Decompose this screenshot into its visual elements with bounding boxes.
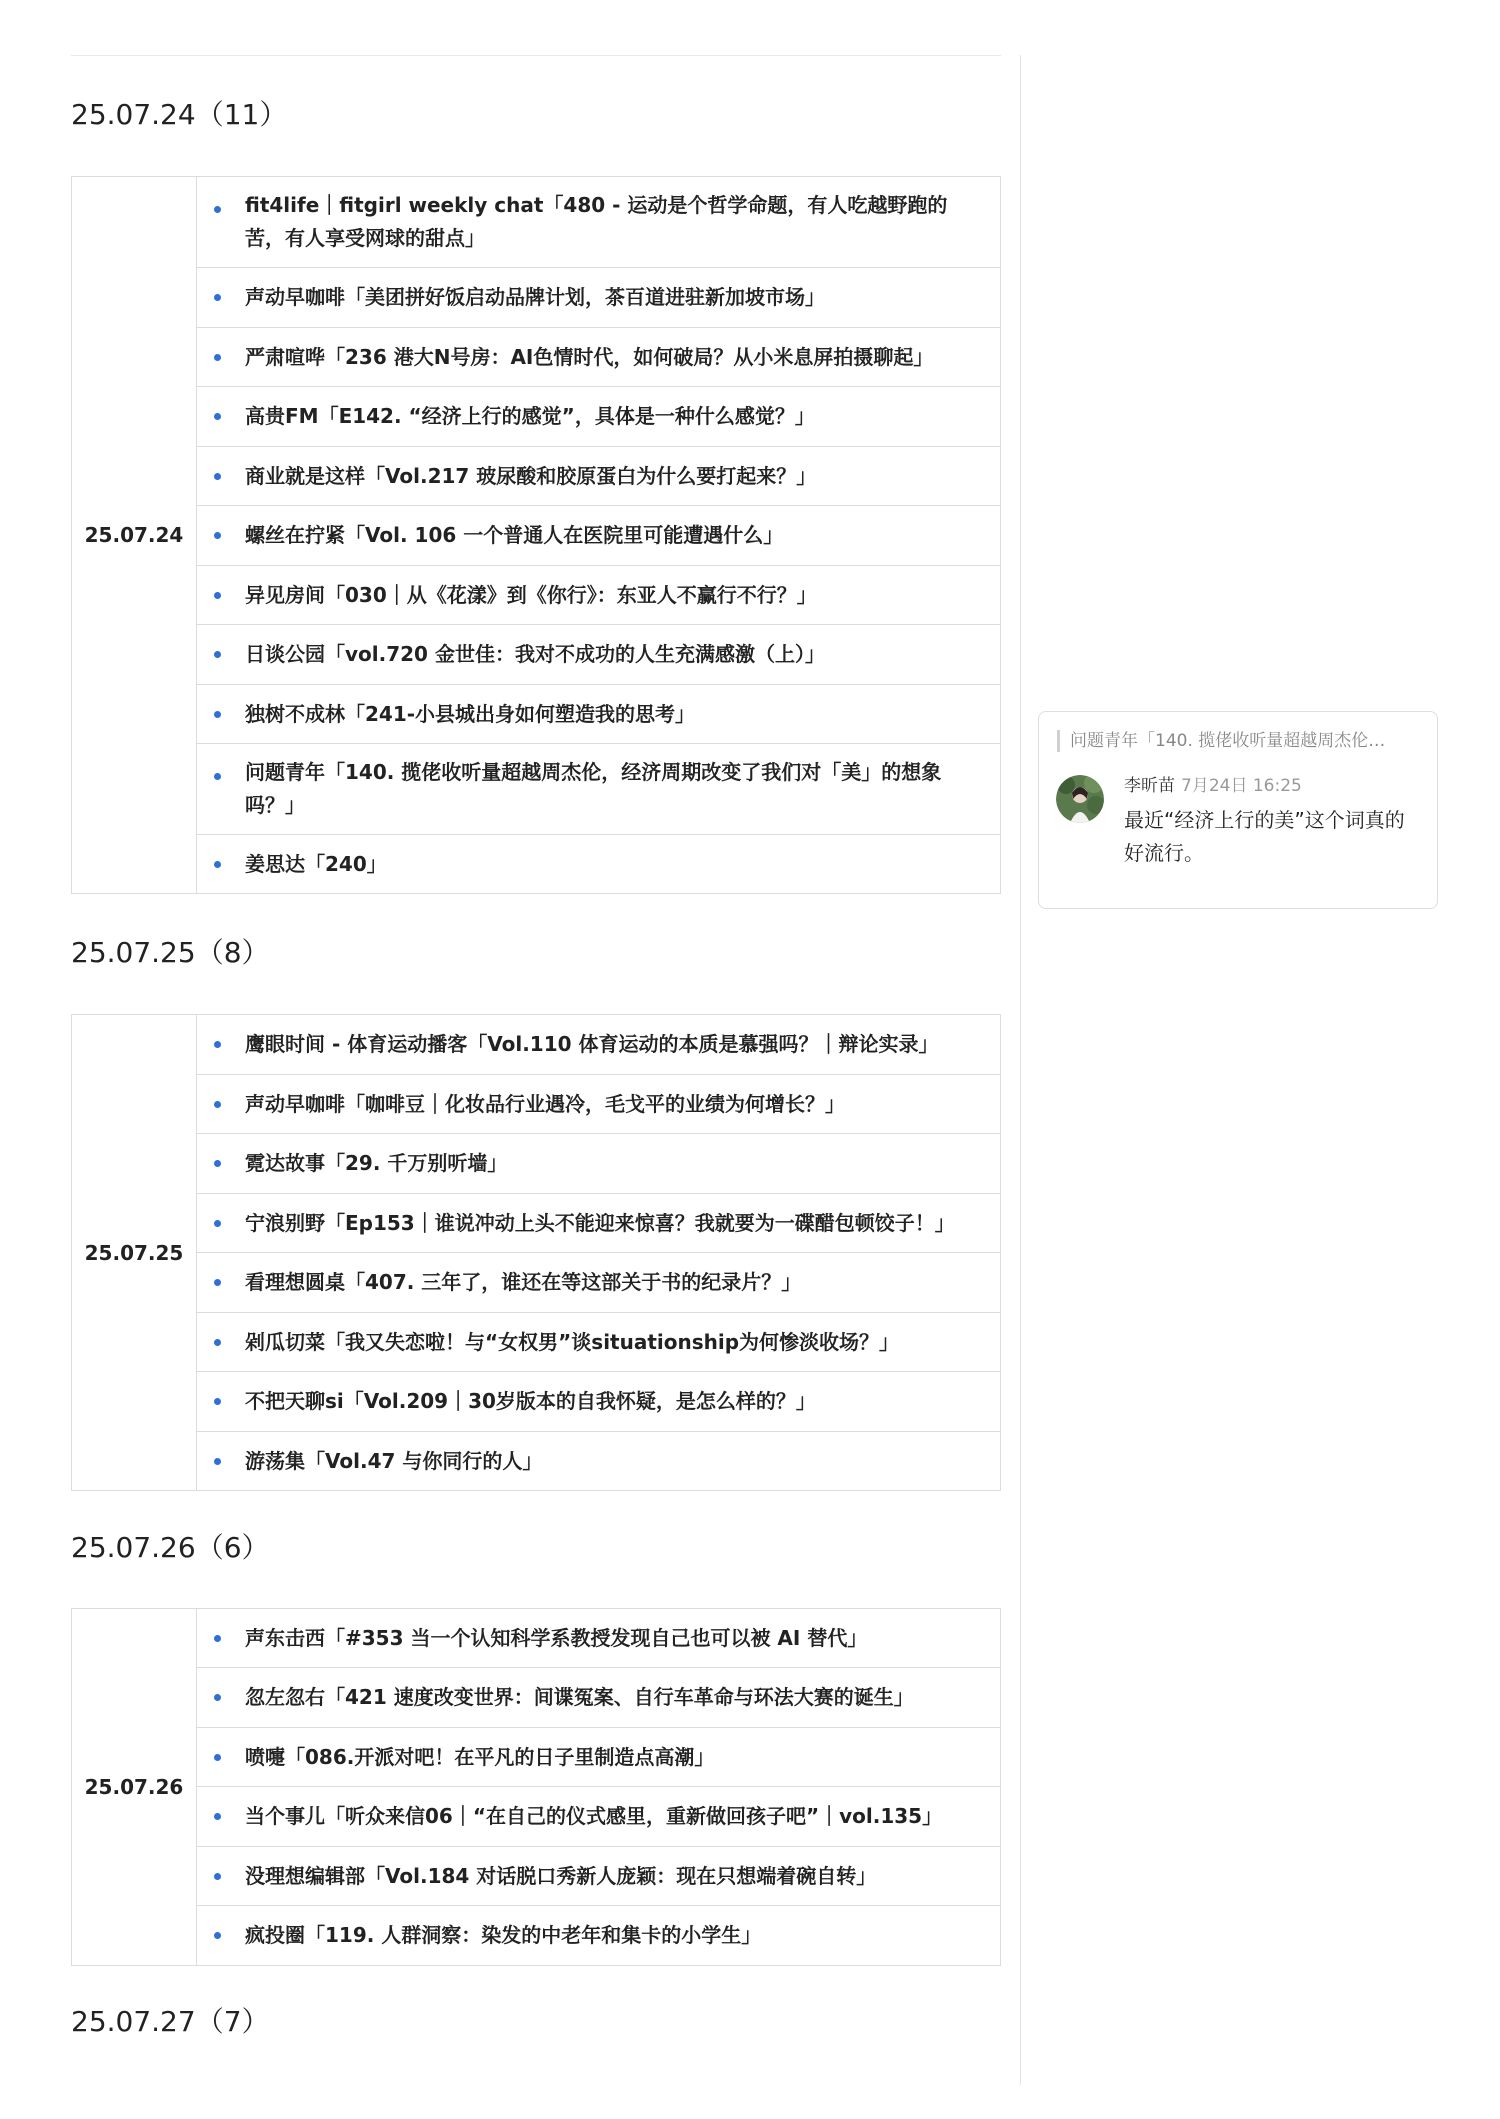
day-heading: 25.07.26（6） <box>71 1531 270 1564</box>
table-row <box>72 328 1001 387</box>
bullet-icon <box>214 1635 221 1642</box>
list-item[interactable] <box>197 1015 1001 1075</box>
avatar-photo-icon <box>1056 775 1104 823</box>
table-row <box>72 1253 1001 1313</box>
episode-title: 独树不成林「241-小县城出身如何塑造我的思考」 <box>245 701 696 726</box>
table-row <box>72 1847 1001 1906</box>
list-item[interactable] <box>197 1668 1001 1728</box>
table-row <box>72 1609 1001 1668</box>
table-row <box>72 625 1001 685</box>
bullet-icon <box>214 711 221 718</box>
table-row <box>72 685 1001 744</box>
table-row <box>72 1906 1001 1966</box>
episode-title: 不把天聊si「Vol.209｜30岁版本的自我怀疑，是怎么样的？」 <box>245 1389 816 1413</box>
episode-title: 游荡集「Vol.47 与你同行的人」 <box>245 1448 543 1473</box>
list-item[interactable] <box>197 447 1001 506</box>
comment-margin-divider <box>1020 55 1021 2085</box>
bullet-icon <box>214 1458 221 1465</box>
bullet-icon <box>214 861 221 868</box>
date-cell: 25.07.25 <box>72 1015 197 1491</box>
episode-title: 声动早咖啡「咖啡豆｜化妆品行业遇冷，毛戈平的业绩为何增长？」 <box>245 1091 845 1116</box>
list-item[interactable] <box>197 685 1001 744</box>
day-heading: 25.07.25（8） <box>71 936 270 969</box>
bullet-icon <box>214 1160 221 1167</box>
bullet-icon <box>214 1279 221 1286</box>
episode-title: 声东击西「#353 当一个认知科学系教授发现自己也可以被 AI 替代」 <box>245 1625 868 1650</box>
day-heading: 25.07.24（11） <box>71 98 288 131</box>
list-item[interactable] <box>197 1313 1001 1372</box>
date-cell: 25.07.24 <box>72 177 197 894</box>
episode-title: 没理想编辑部「Vol.184 对话脱口秀新人庞颖：现在只想端着碗自转」 <box>245 1863 877 1888</box>
table-row <box>72 1015 1001 1075</box>
list-item[interactable] <box>197 1609 1001 1668</box>
bullet-icon <box>214 1813 221 1820</box>
table-row <box>72 1134 1001 1194</box>
episode-title: 看理想圆桌「407. 三年了，谁还在等这部关于书的纪录片？」 <box>245 1270 802 1294</box>
bullet-icon <box>214 532 221 539</box>
table-row <box>72 506 1001 566</box>
list-item[interactable] <box>197 268 1001 328</box>
episode-title: 喷嚏「086.开派对吧！在平凡的日子里制造点高潮」 <box>245 1744 715 1769</box>
table-row <box>72 1313 1001 1372</box>
episode-title: 忽左忽右「421 速度改变世界：间谍冤案、自行车革命与环法大赛的诞生」 <box>245 1685 914 1709</box>
bullet-icon <box>214 1041 221 1048</box>
list-item[interactable] <box>197 328 1001 387</box>
table-row <box>72 387 1001 447</box>
bullet-icon <box>214 592 221 599</box>
bullet-icon <box>214 354 221 361</box>
episode-title: 商业就是这样「Vol.217 玻尿酸和胶原蛋白为什么要打起来？」 <box>245 463 817 488</box>
bullet-icon <box>214 1220 221 1227</box>
episode-title: 鹰眼时间 - 体育运动播客「Vol.110 体育运动的本质是慕强吗？｜辩论实录」 <box>245 1032 939 1056</box>
table-row <box>72 268 1001 328</box>
table-row <box>72 566 1001 625</box>
comment-card[interactable] <box>1038 711 1438 909</box>
list-item[interactable] <box>197 1728 1001 1787</box>
table-row <box>72 1194 1001 1253</box>
comment-time: 7月24日 16:25 <box>1181 776 1302 796</box>
table-row <box>72 835 1001 894</box>
bullet-icon <box>214 1101 221 1108</box>
table-row <box>72 1075 1001 1134</box>
episode-title: 剁瓜切菜「我又失恋啦！与“女权男”谈situationship为何惨淡收场？」 <box>245 1329 900 1354</box>
table-row <box>72 1728 1001 1787</box>
bullet-icon <box>214 413 221 420</box>
comment-text: 最近“经济上行的美”这个词真的好流行。 <box>1124 808 1405 865</box>
episode-title: 严肃喧哗「236 港大N号房：AI色情时代，如何破局？从小米息屏拍摄聊起」 <box>245 344 934 369</box>
list-item[interactable] <box>197 1194 1001 1253</box>
comment-quote[interactable]: 问题青年「140. 揽佬收听量超越周杰伦… <box>1057 730 1430 752</box>
list-item[interactable] <box>197 566 1001 625</box>
episode-title: 声动早咖啡「美团拼好饭启动品牌计划，茶百道进驻新加坡市场」 <box>245 285 825 309</box>
list-item[interactable] <box>197 1847 1001 1906</box>
episode-title: 高贵FM「E142. “经济上行的感觉”，具体是一种什么感觉？」 <box>245 404 815 428</box>
episode-title: 日谈公园「vol.720 金世佳：我对不成功的人生充满感激（上）」 <box>245 642 825 666</box>
comment-author[interactable]: 李昕苗 <box>1124 776 1175 796</box>
day-heading: 25.07.27（7） <box>71 2005 270 2038</box>
episode-title: 宁浪别野「Ep153｜谁说冲动上头不能迎来惊喜？我就要为一碟醋包顿饺子！」 <box>245 1210 955 1235</box>
list-item[interactable] <box>197 1787 1001 1847</box>
list-item[interactable] <box>197 1134 1001 1194</box>
table-row <box>72 744 1001 835</box>
date-cell: 25.07.26 <box>72 1609 197 1966</box>
episode-title: 异见房间「030｜从《花漾》到《你行》：东亚人不赢行不行？」 <box>245 582 817 607</box>
episode-title: 问题青年「140. 揽佬收听量超越周杰伦，经济周期改变了我们对「美」的想象吗？」 <box>245 760 942 817</box>
table-row <box>72 1787 1001 1847</box>
episode-title: 姜思达「240」 <box>245 851 387 876</box>
comment-author-line <box>1124 775 1302 797</box>
list-item[interactable] <box>197 1432 1001 1491</box>
list-item[interactable] <box>197 1372 1001 1432</box>
table-row <box>72 1372 1001 1432</box>
episode-title: fit4life｜fitgirl weekly chat「480 - 运动是个哲学命题，有人吃越野跑的苦，有人享受网球的甜点」 <box>245 193 948 250</box>
day-table <box>71 176 1001 894</box>
top-divider <box>71 55 1001 56</box>
bullet-icon <box>214 1932 221 1939</box>
list-item[interactable] <box>197 835 1001 894</box>
bullet-icon <box>214 1754 221 1761</box>
bullet-icon <box>214 294 221 301</box>
list-item[interactable] <box>197 625 1001 685</box>
bullet-icon <box>214 1694 221 1701</box>
table-row <box>72 177 1001 268</box>
episode-title: 霓达故事「29. 千万别听墙」 <box>245 1151 508 1175</box>
list-item[interactable] <box>197 1075 1001 1134</box>
table-row <box>72 1668 1001 1728</box>
list-item[interactable] <box>197 177 1001 268</box>
list-item[interactable] <box>197 387 1001 447</box>
bullet-icon <box>214 206 221 213</box>
list-item[interactable] <box>197 1906 1001 1966</box>
bullet-icon <box>214 1873 221 1880</box>
episode-title: 螺丝在拧紧「Vol. 106 一个普通人在医院里可能遭遇什么」 <box>245 523 784 547</box>
episode-title: 当个事儿「听众来信06｜“在自己的仪式感里，重新做回孩子吧”｜vol.135」 <box>245 1804 943 1828</box>
bullet-icon <box>214 651 221 658</box>
list-item[interactable] <box>197 1253 1001 1313</box>
list-item[interactable] <box>197 744 1001 835</box>
bullet-icon <box>214 1398 221 1405</box>
day-table <box>71 1014 1001 1491</box>
list-item[interactable] <box>197 506 1001 566</box>
day-table <box>71 1608 1001 1966</box>
episode-title: 疯投圈「119. 人群洞察：染发的中老年和集卡的小学生」 <box>245 1923 762 1947</box>
table-row <box>72 447 1001 506</box>
table-row <box>72 1432 1001 1491</box>
bullet-icon <box>214 473 221 480</box>
avatar[interactable] <box>1056 775 1104 823</box>
bullet-icon <box>214 773 221 780</box>
bullet-icon <box>214 1339 221 1346</box>
